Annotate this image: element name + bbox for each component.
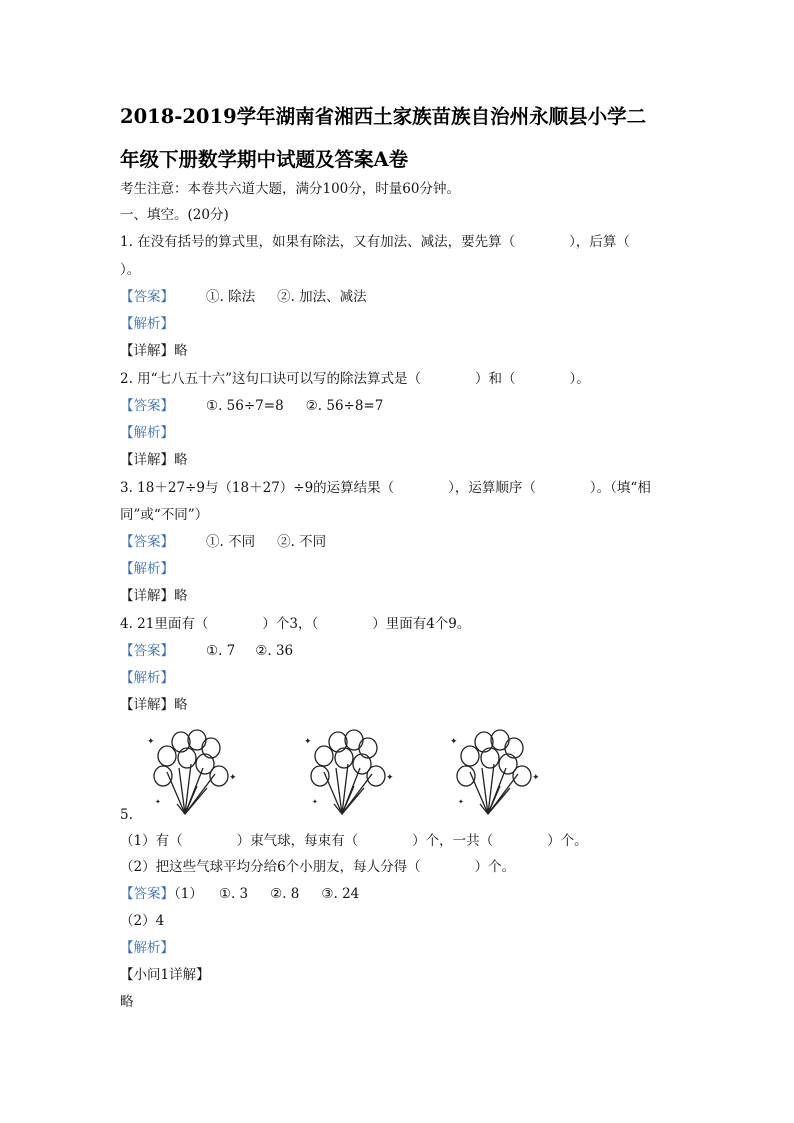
balloon-bunch-icon <box>145 728 245 816</box>
question-1-cont: ）。 <box>120 262 141 278</box>
svg-text:✦: ✦ <box>458 798 464 806</box>
analysis-tag: 【解析】 <box>120 561 174 577</box>
answer-option: ①. 3 <box>218 886 249 902</box>
answer-5-part2: （2）4 <box>120 913 165 929</box>
answer-option: ②. 不同 <box>277 534 327 550</box>
answer-tag: 【答案】 <box>120 398 174 414</box>
answer-tag: 【答案】 <box>120 643 174 659</box>
detail-line: 【详解】略 <box>120 343 188 359</box>
answer-option: ②. 8 <box>270 886 300 902</box>
question-3-cont: 同”或“不同”） <box>120 507 209 523</box>
answer-1 <box>120 288 367 306</box>
notice: 考生注意：本卷共六道大题，满分100分，时量60分钟。 <box>120 181 460 197</box>
balloon-bunch-icon <box>302 728 402 816</box>
answer-tag: 【答案】 <box>120 289 174 305</box>
answer-3 <box>120 533 326 551</box>
question-1: 1. 在没有括号的算式里，如果有除法，又有加法、减法，要先算（ ），后算（ <box>120 234 630 250</box>
svg-text:✦: ✦ <box>304 737 312 747</box>
answer-option: ①. 7 <box>206 643 236 659</box>
answer-option: ①. 除法 <box>206 289 256 305</box>
page-title-line1: 2018-2019学年湖南省湘西土家族苗族自治州永顺县小学二 <box>120 105 647 128</box>
detail-line: 【详解】略 <box>120 697 188 713</box>
answer-option: ①. 56÷7=8 <box>206 398 284 414</box>
answer-option: ②. 36 <box>255 643 294 659</box>
svg-text:✦: ✦ <box>450 737 458 747</box>
balloon-bunch-icon <box>448 728 548 816</box>
sub-detail-heading: 【小问1详解】 <box>120 967 210 983</box>
question-2: 2. 用“七八五十六”这句口诀可以写的除法算式是（ ）和（ ）。 <box>120 371 590 387</box>
answer-5 <box>120 885 359 903</box>
answer-option: ②. 加法、减法 <box>277 289 367 305</box>
answer-option: ②. 56÷8=7 <box>305 398 384 414</box>
analysis-tag: 【解析】 <box>120 425 174 441</box>
svg-text:✦: ✦ <box>147 737 155 747</box>
analysis-tag: 【解析】 <box>120 940 174 956</box>
answer-option: ③. 24 <box>321 886 360 902</box>
sub-detail-text: 略 <box>120 994 134 1010</box>
svg-text:✦: ✦ <box>312 798 318 806</box>
detail-line: 【详解】略 <box>120 452 188 468</box>
question-4: 4. 21里面有（ ）个3，（ ）里面有4个9。 <box>120 616 471 632</box>
svg-text:✦: ✦ <box>532 773 540 783</box>
question-3: 3. 18＋27÷9与（18＋27）÷9的运算结果（ ），运算顺序（ ）。（填“相 <box>120 480 651 496</box>
analysis-tag: 【解析】 <box>120 316 174 332</box>
section-heading: 一、填空。(20分) <box>120 207 229 223</box>
question-5-sub1: （1）有（ ）束气球，每束有（ ）个，一共（ ）个。 <box>120 833 588 849</box>
svg-text:✦: ✦ <box>386 773 394 783</box>
answer-option: ①. 不同 <box>206 534 256 550</box>
svg-text:✦: ✦ <box>155 798 161 806</box>
detail-line: 【详解】略 <box>120 588 188 604</box>
answer-tag: 【答案】 <box>120 534 174 550</box>
answer-2 <box>120 397 383 415</box>
balloon-illustration <box>0 728 794 816</box>
question-5-sub2: （2）把这些气球平均分给6个小朋友，每人分得（ ）个。 <box>120 859 516 875</box>
svg-text:✦: ✦ <box>229 773 237 783</box>
analysis-tag: 【解析】 <box>120 670 174 686</box>
question-5-number: 5. <box>120 807 133 823</box>
page-title-line2: 年级下册数学期中试题及答案A卷 <box>120 148 409 171</box>
answer-tag: 【答案】 <box>120 886 174 902</box>
answer-4 <box>120 642 293 660</box>
answer-prefix: （1） <box>174 886 203 902</box>
